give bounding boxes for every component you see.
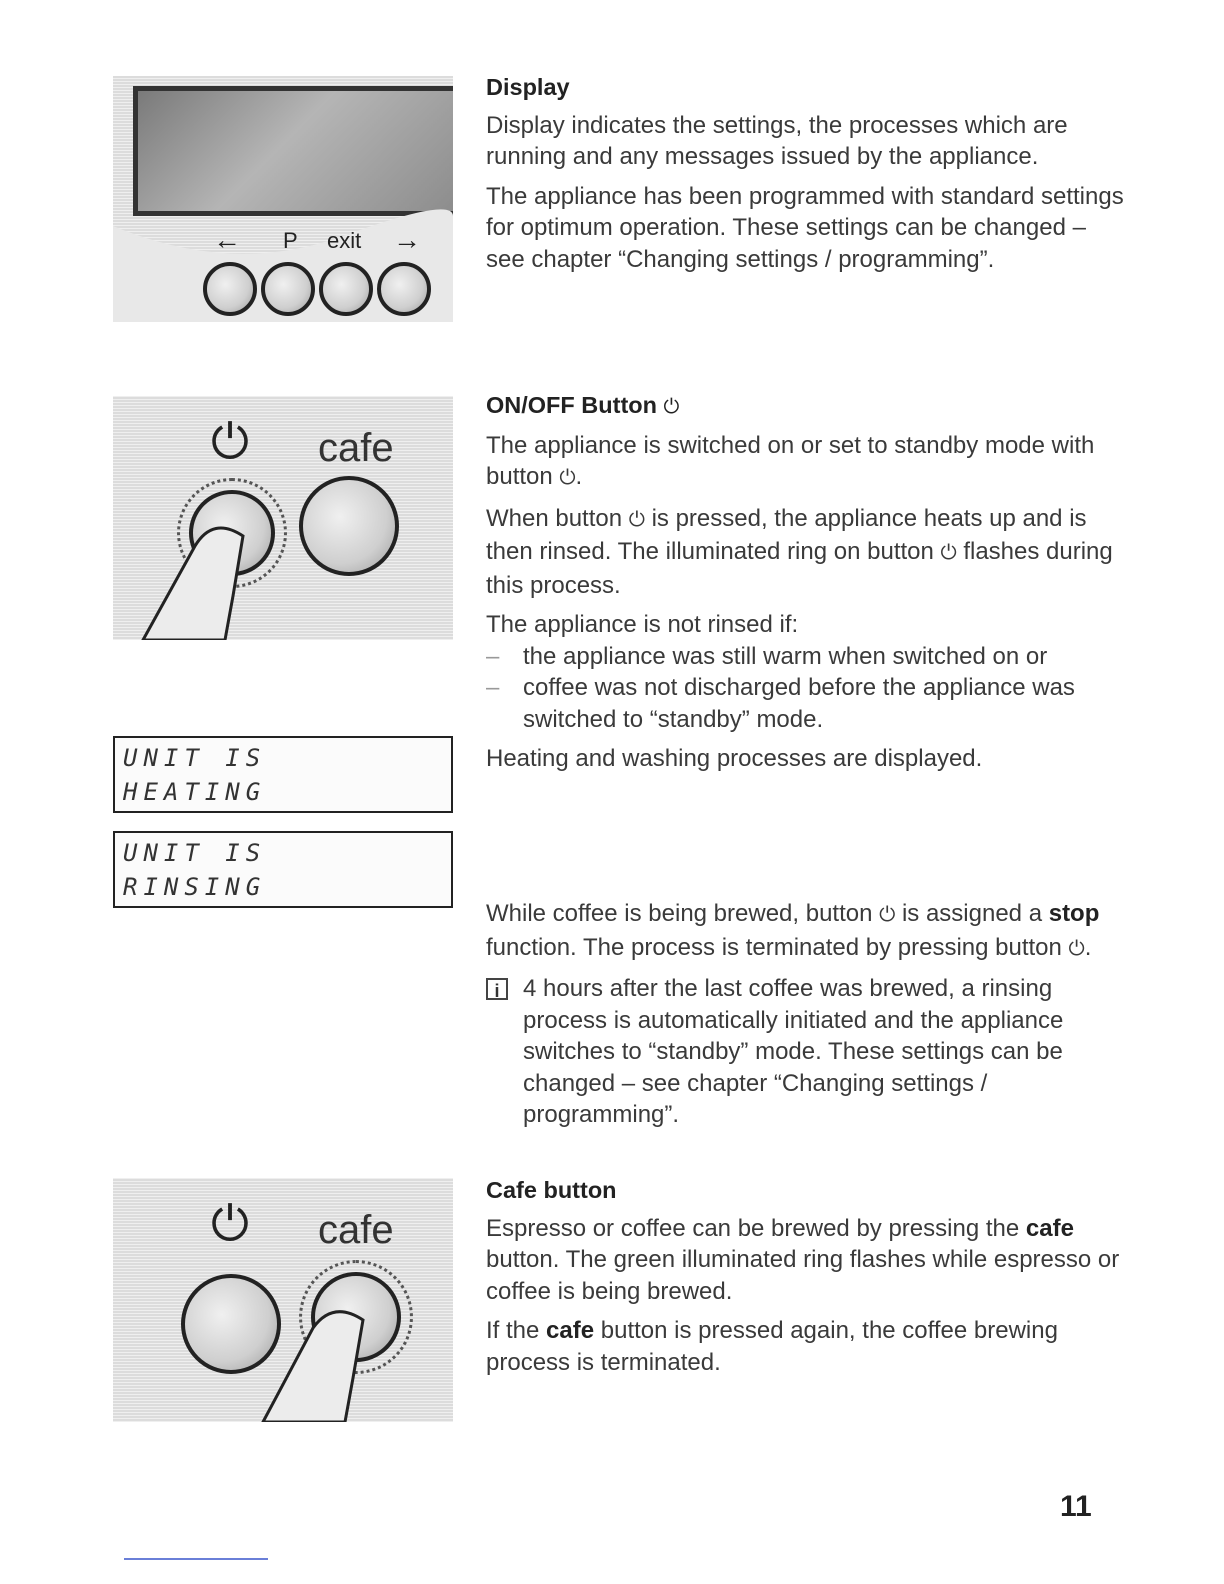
left-arrow-button[interactable] bbox=[203, 262, 257, 316]
power-icon: ⏻ bbox=[211, 1196, 249, 1252]
cafe-paragraph-2-end: button is pressed again, the coffee brewing process is terminated. bbox=[486, 1317, 1058, 1376]
display-paragraph-1: Display indicates the settings, the processes which are running and any messages issued by the appliance. bbox=[486, 111, 1068, 170]
display-section bbox=[486, 72, 1126, 283]
lcd-heating-line2: HEATING bbox=[123, 778, 267, 806]
exit-button[interactable] bbox=[319, 262, 373, 316]
cafe-paragraph-2 bbox=[486, 1315, 1126, 1378]
cafe-paragraph-1 bbox=[486, 1213, 1126, 1308]
cafe-heading: Cafe button bbox=[486, 1177, 617, 1203]
stop-section bbox=[486, 898, 1126, 1139]
right-arrow-label: → bbox=[393, 224, 421, 255]
onoff-paragraph-1 bbox=[486, 430, 1126, 495]
onoff-paragraph-3: The appliance is not rinsed if: bbox=[486, 611, 799, 638]
onoff-paragraph-1-text: The appliance is switched on or set to standby mode with button bbox=[486, 431, 1095, 490]
footer-divider bbox=[124, 1558, 268, 1560]
lcd-rinsing-line2: RINSING bbox=[123, 873, 267, 901]
power-icon: ⏻ bbox=[628, 508, 645, 531]
stop-paragraph-start: While coffee is being brewed, button bbox=[486, 900, 873, 927]
power-icon: ⏻ bbox=[211, 414, 249, 470]
right-arrow-button[interactable] bbox=[377, 262, 431, 316]
cafe-paragraph-1-start: Espresso or coffee can be brewed by pressing the bbox=[486, 1214, 1020, 1242]
cafe-paragraph-1-end: button. The green illuminated ring flashes while espresso or coffee is being brewed. bbox=[486, 1246, 1120, 1305]
list-item: – coffee was not discharged before the appliance was switched to “standby” mode. bbox=[486, 672, 1126, 735]
page-number: 11 bbox=[1060, 1490, 1092, 1523]
lcd-rinsing-display bbox=[113, 831, 453, 908]
left-arrow-label: ← bbox=[213, 224, 241, 255]
onoff-section bbox=[486, 390, 1126, 783]
not-rinsed-conditions-list bbox=[486, 641, 1126, 736]
p-label: P bbox=[283, 228, 298, 253]
onoff-heading bbox=[486, 390, 1126, 424]
lcd-heating-display bbox=[113, 736, 453, 813]
cafe-section bbox=[486, 1175, 1126, 1386]
cafe-label: cafe bbox=[318, 1208, 394, 1252]
cafe-button-illustration bbox=[113, 1178, 453, 1422]
lcd-rinsing-line1: UNIT IS bbox=[123, 839, 267, 867]
stop-keyword: stop bbox=[1048, 900, 1100, 927]
finger-icon bbox=[113, 1178, 453, 1422]
power-icon: ⏻ bbox=[1068, 937, 1085, 960]
power-icon: ⏻ bbox=[559, 467, 576, 489]
onoff-paragraph-1-end: . bbox=[575, 463, 583, 490]
display-heading: Display bbox=[486, 74, 570, 100]
onoff-paragraph-2 bbox=[486, 503, 1126, 602]
info-icon: i bbox=[486, 978, 508, 1000]
cafe-keyword: cafe bbox=[1025, 1214, 1074, 1242]
p-button[interactable] bbox=[261, 262, 315, 316]
onoff-button-illustration bbox=[113, 396, 453, 640]
power-icon: ⏻ bbox=[879, 904, 896, 926]
finger-icon bbox=[113, 396, 453, 640]
power-icon: ⏻ bbox=[940, 542, 957, 564]
onoff-paragraph-2-end: flashes during this process. bbox=[486, 538, 1113, 599]
info-note bbox=[486, 973, 1126, 1131]
cafe-label: cafe bbox=[318, 426, 394, 470]
onoff-heading-text: ON/OFF Button bbox=[486, 392, 657, 418]
onoff-paragraph-4: Heating and washing processes are displayed. bbox=[486, 745, 983, 772]
lcd-heating-line1: UNIT IS bbox=[123, 744, 267, 772]
display-panel-illustration bbox=[113, 76, 453, 322]
display-paragraph-2: The appliance has been programmed with standard settings for optimum operation. These settings can be changed – see chapter “Changing settings / programming”. bbox=[486, 182, 1124, 273]
stop-paragraph-end: . bbox=[1084, 933, 1092, 961]
cafe-keyword: cafe bbox=[546, 1317, 595, 1344]
stop-paragraph bbox=[486, 898, 1126, 965]
exit-label: exit bbox=[327, 228, 362, 253]
info-note-text: 4 hours after the last coffee was brewed, a rinsing process is automatically initiated and the appliance switches to “standby” mode. These settings can be changed – see chapter “Changing settings / programming”. bbox=[523, 975, 1064, 1128]
onoff-paragraph-2-middle: is pressed, the appliance heats up and is then rinsed. The illuminated ring on button bbox=[486, 504, 1087, 565]
cafe-paragraph-2-start: If the bbox=[486, 1317, 540, 1344]
stop-paragraph-middle: is assigned a bbox=[901, 900, 1043, 927]
power-icon: ⏻ bbox=[663, 396, 680, 418]
list-item: – the appliance was still warm when switched on or bbox=[486, 641, 1126, 673]
onoff-paragraph-2-start: When button bbox=[486, 504, 623, 532]
stop-paragraph-rest: function. The process is terminated by pressing button bbox=[486, 933, 1062, 961]
